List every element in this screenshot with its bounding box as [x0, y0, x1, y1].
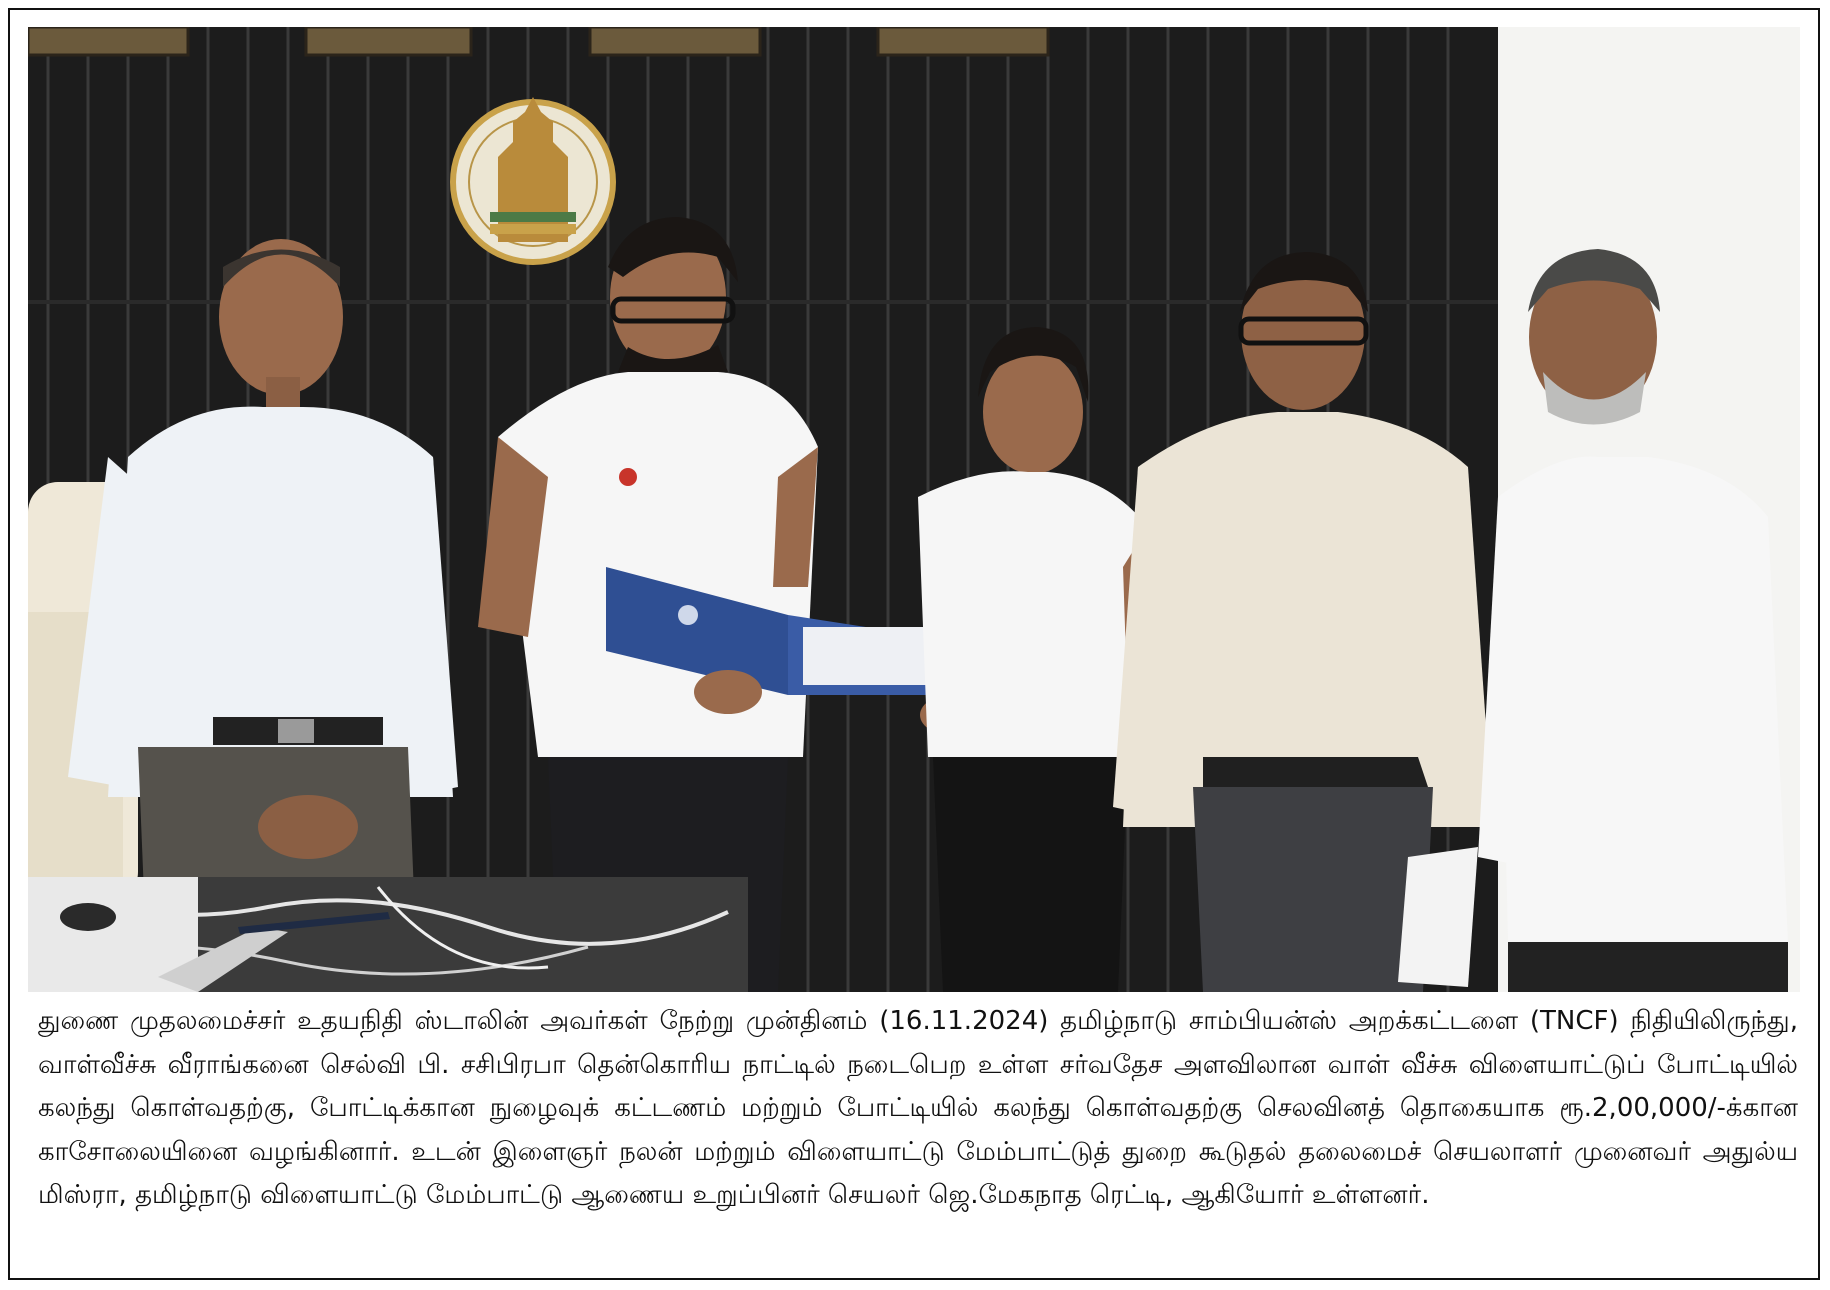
marble-desk	[28, 877, 748, 992]
news-clipping-frame	[8, 8, 1820, 1280]
news-photo	[28, 27, 1800, 992]
photo-caption: துணை முதலமைச்சர் உதயநிதி ஸ்டாலின் அவர்கள் நேற்று முன்தினம் (16.11.2024) தமிழ்நாடு சாம்பியன்ஸ் அறக்கட்டளை (TNCF) நிதியிலிருந்து, வாள்வீச்சு வீராங்கனை செல்வி பி. சசிபிரபா தென்கொரிய நாட்டில் நடைபெற உள்ள சர்வதேச அளவிலான வாள் வீச்சு விளையாட்டுப் போட்டியில் கலந்து கொள்வதற்கு, போட்டிக்கான நுழைவுக் கட்டணம் மற்றும் போட்டியில் கலந்து கொள்வதற்கு செலவினத் தொகையாக ரூ.2,00,000/-க்கான காசோலையினை வழங்கினார். உடன் இளைஞர் நலன் மற்றும் விளையாட்டு மேம்பாட்டுத் துறை கூடுதல் தலைமைச் செயலாளர் முனைவர் அதுல்ய மிஸ்ரா, தமிழ்நாடு விளையாட்டு மேம்பாட்டு ஆணைய உறுப்பினர் செயலர் ஜெ.மேகநாத ரெட்டி, ஆகியோர் உள்ளனர்.	[38, 1006, 1798, 1210]
state-emblem-icon	[453, 97, 613, 262]
